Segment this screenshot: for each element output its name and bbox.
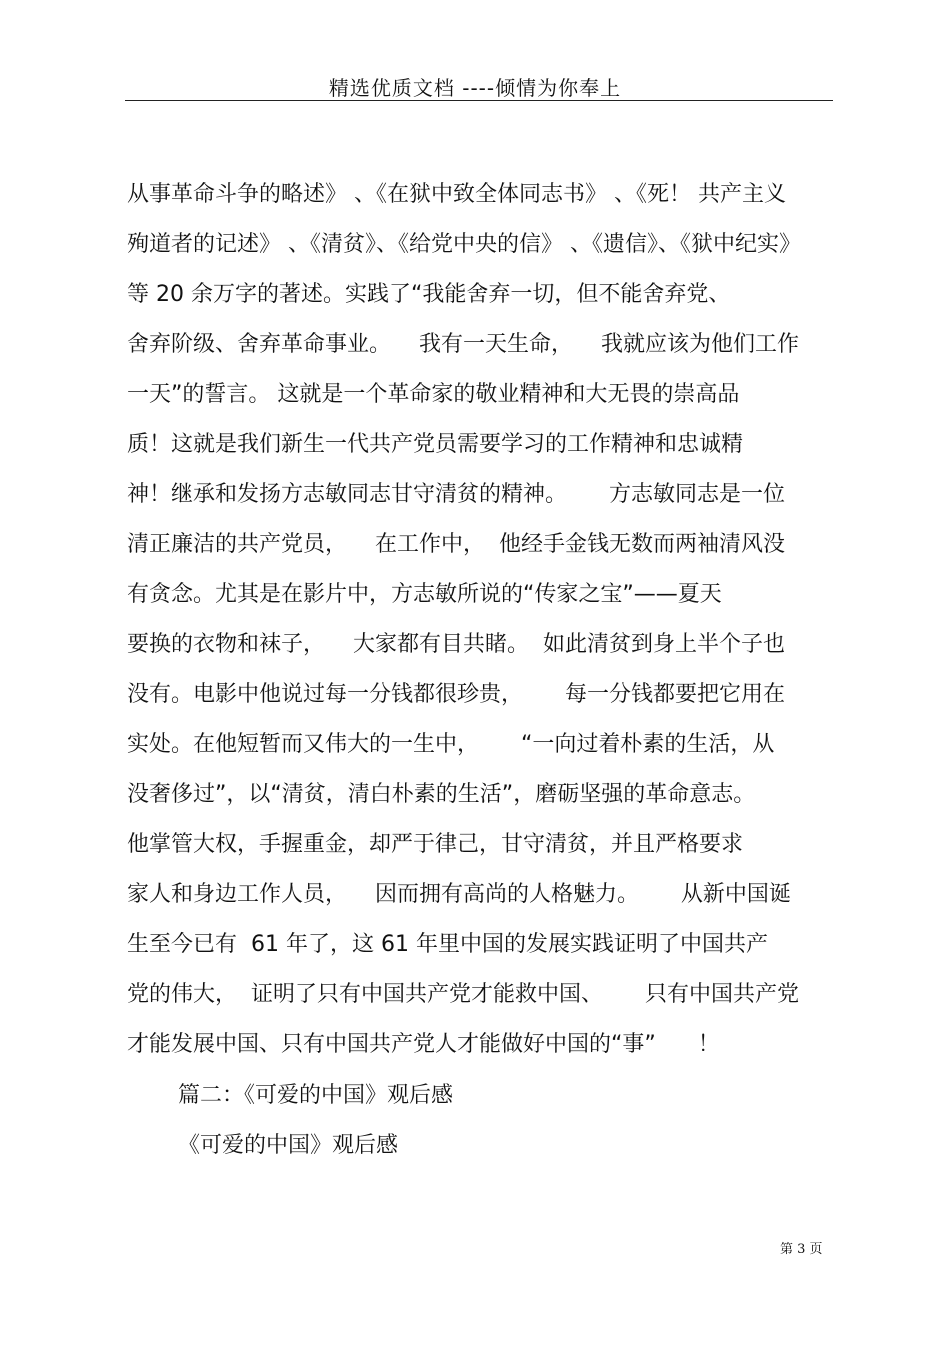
body-line: 有贪念。尤其是在影片中，方志敏所说的“传家之宝”——夏天	[127, 582, 722, 607]
section-heading: 篇二：《可爱的中国》观后感	[178, 1083, 454, 1108]
body-line: 殉道者的记述》 、《清贫》、《给党中央的信》 、《遗信》、《狱中纪实》	[127, 232, 801, 257]
body-line: 家人和身边工作人员， 因而拥有高尚的人格魅力。 从新中国诞	[127, 882, 791, 907]
body-line: 清正廉洁的共产党员， 在工作中， 他经手金钱无数而两袖清风没	[127, 532, 785, 557]
body-line: 没奢侈过”，以“清贫，清白朴素的生活”，磨砺坚强的革命意志。	[127, 782, 756, 807]
body-line: 生至今已有 61 年了，这 61 年里中国的发展实践证明了中国共产	[127, 932, 768, 957]
header-title: 精选优质文档 ----倾情为你奉上	[328, 76, 622, 100]
page-number: 第 3 页	[780, 1242, 823, 1257]
body-line: 党的伟大， 证明了只有中国共产党才能救中国、 只有中国共产党	[127, 982, 799, 1007]
section-subheading: 《可爱的中国》观后感	[178, 1133, 399, 1158]
body-line: 一天”的誓言。 这就是一个革命家的敬业精神和大无畏的崇高品	[127, 382, 740, 407]
body-text	[127, 170, 827, 1070]
body-line: 实处。在他短暂而又伟大的一生中， “一向过着朴素的生活，从	[127, 732, 775, 757]
body-line: 从事革命斗争的略述》 、《在狱中致全体同志书》 、《死！ 共产主义	[127, 182, 786, 207]
body-line: 质！这就是我们新生一代共产党员需要学习的工作精神和忠诚精	[127, 432, 744, 457]
body-line: 要换的衣物和袜子， 大家都有目共睹。 如此清贫到身上半个子也	[127, 632, 785, 657]
body-line: 他掌管大权，手握重金，却严于律己，甘守清贫，并且严格要求	[127, 832, 744, 857]
header-divider	[125, 100, 833, 101]
body-line: 神！继承和发扬方志敏同志甘守清贫的精神。 方志敏同志是一位	[127, 482, 785, 507]
body-line: 等 20 余万字的著述。实践了“我能舍弃一切，但不能舍弃党、	[127, 282, 731, 307]
body-line: 才能发展中国、只有中国共产党人才能做好中国的“事” ！	[127, 1032, 720, 1057]
body-line: 舍弃阶级、舍弃革命事业。 我有一天生命， 我就应该为他们工作	[127, 332, 799, 357]
body-line: 没有。电影中他说过每一分钱都很珍贵， 每一分钱都要把它用在	[127, 682, 785, 707]
